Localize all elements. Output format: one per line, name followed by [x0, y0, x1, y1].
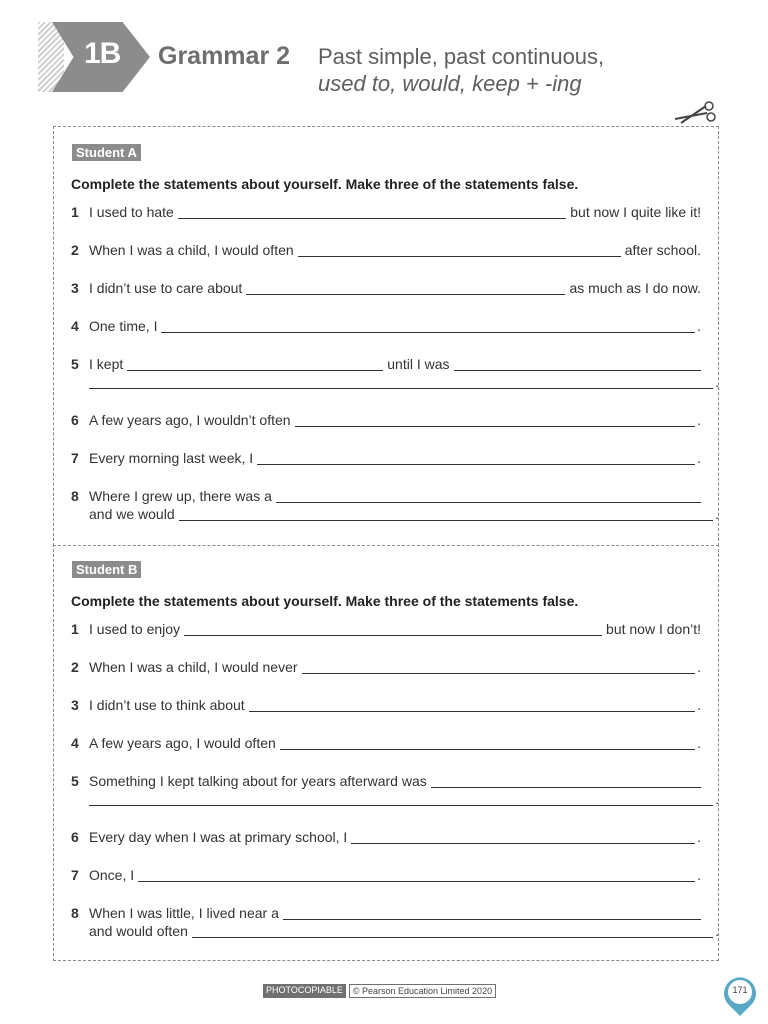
- full-stop: .: [697, 829, 701, 845]
- statement-text-end: but now I don’t!: [606, 621, 701, 637]
- statement-b-8-continued: [71, 921, 719, 939]
- full-stop: .: [715, 374, 719, 390]
- unit-number: 1B: [84, 37, 121, 70]
- statement-b-8: [71, 903, 701, 921]
- statement-text: I didn’t use to care about: [89, 280, 243, 296]
- statement-text: I didn’t use to think about: [89, 697, 245, 713]
- full-stop: .: [697, 412, 701, 428]
- statement-a-8: [71, 486, 701, 504]
- statement-text: When I was a child, I would never: [89, 659, 298, 675]
- item-number: 6: [71, 829, 79, 845]
- student-a-label: Student A: [72, 144, 141, 161]
- item-number: 3: [71, 280, 79, 296]
- statement-text: One time, I: [89, 318, 158, 334]
- answer-blank[interactable]: [454, 356, 702, 371]
- item-number: 6: [71, 412, 79, 428]
- statement-text: Something I kept talking about for years afterward was: [89, 773, 427, 789]
- worksheet-subtitle-line2: used to, would, keep + -ing: [318, 71, 582, 96]
- answer-blank[interactable]: [431, 773, 701, 788]
- statement-text: When I was a child, I would often: [89, 242, 294, 258]
- statement-text: I kept: [89, 356, 124, 372]
- full-stop: .: [697, 318, 701, 334]
- statement-text-continued: and would often: [89, 923, 188, 939]
- statement-text: When I was little, I lived near a: [89, 905, 279, 921]
- statement-text-end: but now I quite like it!: [570, 204, 701, 220]
- student-a-instructions: Complete the statements about yourself. Make three of the statements false.: [71, 176, 579, 192]
- answer-blank[interactable]: [283, 905, 701, 920]
- answer-blank[interactable]: [184, 621, 602, 636]
- item-number: 4: [71, 735, 79, 751]
- statement-a-5-continued: [71, 372, 719, 390]
- full-stop: .: [697, 735, 701, 751]
- copyright-notice: © Pearson Education Limited 2020: [349, 984, 496, 998]
- answer-blank[interactable]: [127, 356, 383, 371]
- statement-b-2: [71, 657, 701, 675]
- full-stop: .: [715, 791, 719, 807]
- statement-b-5-continued: [71, 789, 719, 807]
- full-stop: .: [697, 697, 701, 713]
- item-number: 2: [71, 659, 79, 675]
- answer-blank[interactable]: [298, 242, 621, 257]
- statement-a-2: [71, 240, 701, 258]
- answer-blank[interactable]: [178, 204, 566, 219]
- statement-text-middle: until I was: [387, 356, 450, 372]
- photocopiable-badge: PHOTOCOPIABLE: [263, 984, 346, 998]
- student-b-instructions: Complete the statements about yourself. Make three of the statements false.: [71, 593, 579, 609]
- statement-a-8-continued: [71, 504, 719, 522]
- statement-a-7: [71, 448, 701, 466]
- statement-text: I used to hate: [89, 204, 174, 220]
- statement-b-5: [71, 771, 701, 789]
- full-stop: .: [715, 506, 719, 522]
- page-number: 171: [732, 985, 748, 995]
- statement-b-4: [71, 733, 701, 751]
- full-stop: .: [715, 923, 719, 939]
- statement-a-5: [71, 354, 701, 372]
- item-number: 5: [71, 356, 79, 372]
- statement-text-end: as much as I do now.: [569, 280, 701, 296]
- map-pin-icon: [720, 972, 760, 1018]
- statement-a-3: [71, 278, 701, 296]
- answer-blank[interactable]: [246, 280, 565, 295]
- answer-blank[interactable]: [161, 318, 695, 333]
- statement-b-7: [71, 865, 701, 883]
- answer-blank[interactable]: [249, 697, 695, 712]
- statement-b-1: [71, 619, 701, 637]
- item-number: 1: [71, 204, 79, 220]
- statement-text: Once, I: [89, 867, 135, 883]
- item-number: 4: [71, 318, 79, 334]
- statement-text: A few years ago, I wouldn’t often: [89, 412, 291, 428]
- statement-text: Where I grew up, there was a: [89, 488, 272, 504]
- statement-text-continued: and we would: [89, 506, 175, 522]
- item-number: 3: [71, 697, 79, 713]
- answer-blank[interactable]: [192, 923, 713, 938]
- answer-blank[interactable]: [89, 791, 713, 806]
- worksheet-subtitle-line1: Past simple, past continuous,: [318, 44, 605, 69]
- item-number: 7: [71, 450, 79, 466]
- answer-blank[interactable]: [89, 374, 713, 389]
- statement-text: I used to enjoy: [89, 621, 181, 637]
- item-number: 7: [71, 867, 79, 883]
- answer-blank[interactable]: [351, 829, 695, 844]
- statement-text-end: after school.: [624, 242, 701, 258]
- statement-text: Every day when I was at primary school, I: [89, 829, 348, 845]
- worksheet-title: Grammar 2: [158, 42, 291, 70]
- item-number: 8: [71, 905, 79, 921]
- full-stop: .: [697, 867, 701, 883]
- answer-blank[interactable]: [257, 450, 695, 465]
- item-number: 1: [71, 621, 79, 637]
- answer-blank[interactable]: [302, 659, 695, 674]
- statement-b-6: [71, 827, 701, 845]
- statement-a-6: [71, 410, 701, 428]
- full-stop: .: [697, 450, 701, 466]
- answer-blank[interactable]: [276, 488, 701, 503]
- student-a-section: [53, 126, 719, 546]
- scissors-icon: [673, 100, 717, 126]
- statement-b-3: [71, 695, 701, 713]
- full-stop: .: [697, 659, 701, 675]
- item-number: 2: [71, 242, 79, 258]
- answer-blank[interactable]: [280, 735, 695, 750]
- answer-blank[interactable]: [295, 412, 695, 427]
- statement-a-4: [71, 316, 701, 334]
- statement-a-1: [71, 202, 701, 220]
- student-b-label: Student B: [72, 561, 141, 578]
- student-b-section: [53, 544, 719, 961]
- footer: [263, 984, 496, 998]
- statement-text: A few years ago, I would often: [89, 735, 276, 751]
- item-number: 8: [71, 488, 79, 504]
- answer-blank[interactable]: [179, 506, 713, 521]
- item-number: 5: [71, 773, 79, 789]
- statement-text: Every morning last week, I: [89, 450, 254, 466]
- answer-blank[interactable]: [138, 867, 695, 882]
